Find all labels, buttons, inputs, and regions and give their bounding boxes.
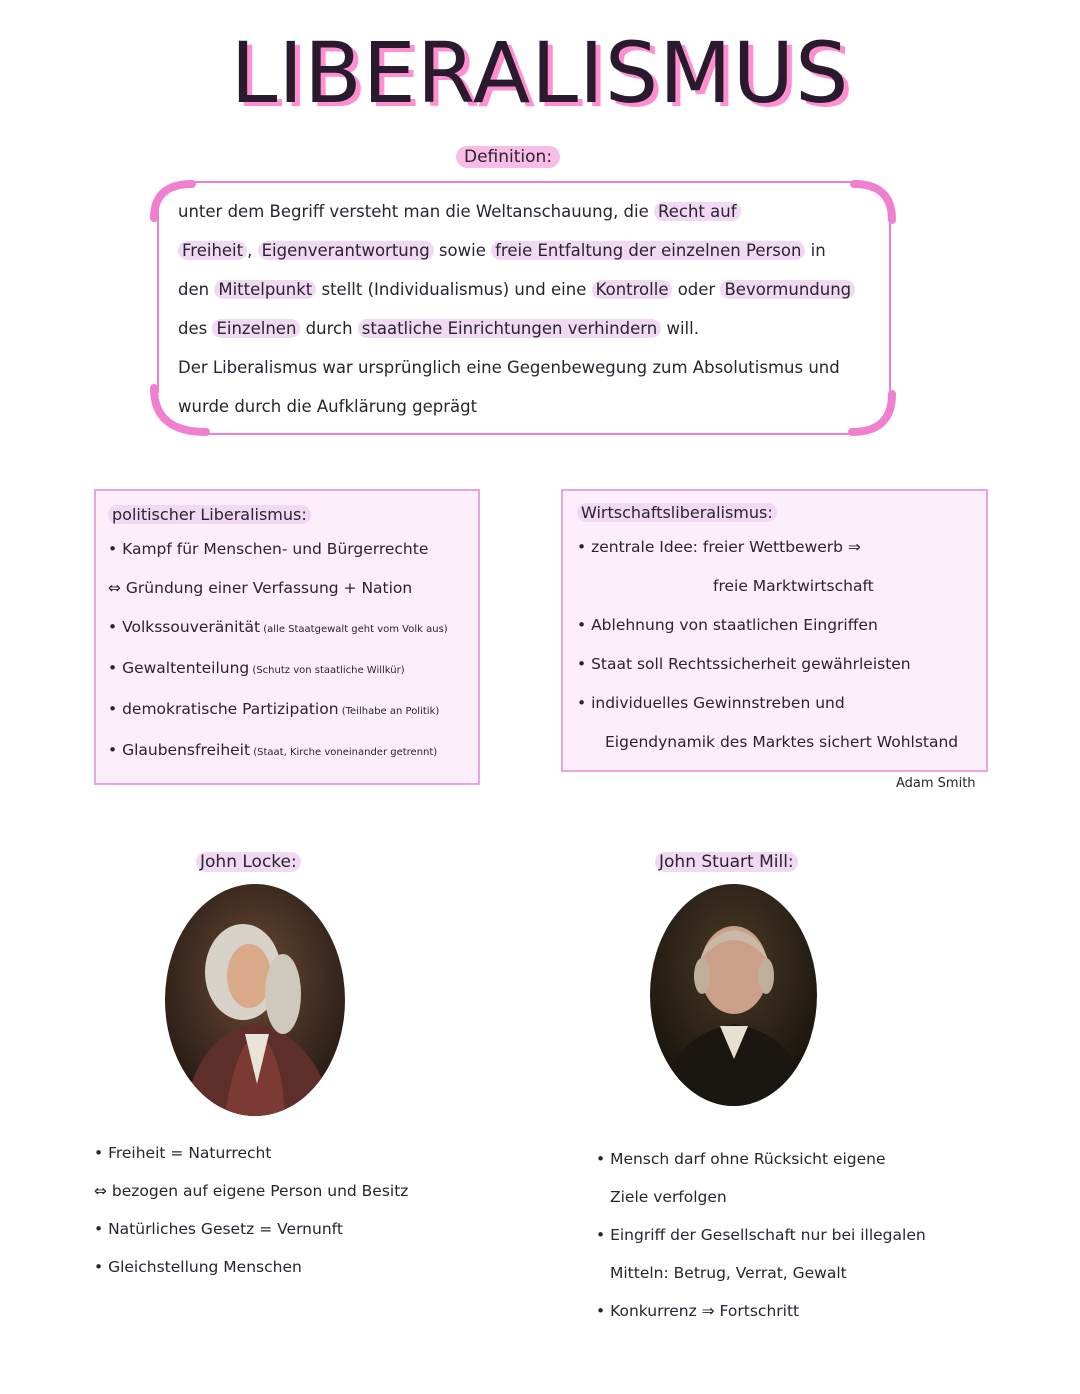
definition-text-segment: den [178,280,215,299]
definition-text-segment: , [247,241,258,260]
list-item: Eigendynamik des Marktes sichert Wohlstand [605,733,959,751]
list-item: • Natürliches Gesetz = Vernunft [94,1220,343,1238]
definition-highlight: Kontrolle [592,280,673,299]
definition-highlight: Recht auf [654,202,741,221]
definition-text-segment: stellt (Individualismus) und eine [316,280,592,299]
list-item [108,608,466,649]
list-item [108,690,466,731]
definition-text-segment: Der Liberalismus war ursprünglich eine Gegenbewegung zum Absolutismus und [178,358,840,377]
locke-caption: John Locke: [196,852,301,872]
economic-liberalism-title: Wirtschaftsliberalismus: [577,503,972,522]
list-item: • Gleichstellung Menschen [94,1258,302,1276]
political-liberalism-list [108,530,466,772]
definition-highlight: Einzelnen [212,319,300,338]
list-item: • Staat soll Rechtssicherheit gewährleisten [577,655,911,673]
mill-points [596,1140,926,1330]
list-item-note: (Schutz von staatliche Willkür) [249,665,405,676]
page-title: LIBERALISMUS [230,24,850,122]
list-item: • Ablehnung von staatlichen Eingriffen [577,616,878,634]
definition-highlight: Eigenverantwortung [258,241,434,260]
definition-text-segment: wurde durch die Aufklärung geprägt [178,397,478,416]
list-item-text: • Volkssouveränität [108,618,261,636]
definition-highlight: Bevormundung [720,280,855,299]
list-item [108,731,466,772]
list-item-note: (Teilhabe an Politik) [338,706,440,717]
list-item: • Freiheit = Naturrecht [94,1144,272,1162]
definition-line [178,231,878,270]
locke-points [94,1134,408,1286]
definition-line [178,348,878,387]
economic-liberalism-list [577,528,972,762]
definition-text-segment: sowie [433,241,492,260]
list-item [108,569,466,608]
list-item: Ziele verfolgen [610,1188,727,1206]
list-item-text: • demokratische Partizipation [108,700,339,718]
list-item: ⇔ bezogen auf eigene Person und Besitz [94,1182,409,1200]
locke-portrait-image [165,884,345,1116]
definition-line [178,192,878,231]
definition-text-segment: unter dem Begriff versteht man die Weltanschauung, die [178,202,655,221]
list-item [108,649,466,690]
list-item: Mitteln: Betrug, Verrat, Gewalt [610,1264,847,1282]
list-item-text: ⇔ Gründung einer Verfassung + Nation [108,579,413,597]
definition-line [178,309,878,348]
definition-box [148,178,898,438]
list-item: • zentrale Idee: freier Wettbewerb ⇒ [577,538,861,556]
list-item [108,530,466,569]
mill-portrait [650,884,817,1106]
list-item-text: • Gewaltenteilung [108,659,250,677]
mill-portrait-image [650,884,817,1106]
definition-text-segment: in [805,241,826,260]
definition-text-segment: will. [661,319,699,338]
list-item: • Eingriff der Gesellschaft nur bei illegalen [596,1226,926,1244]
list-item: • individuelles Gewinnstreben und [577,694,845,712]
definition-label-text: Definition: [456,146,560,168]
list-item-note: (Staat, Kirche voneinander getrennt) [250,747,438,758]
adam-smith-signature: Adam Smith [896,776,976,791]
economic-liberalism-panel [561,489,988,772]
definition-text [178,192,878,426]
definition-text-segment: durch [300,319,358,338]
list-item-note: (alle Staatgewalt geht vom Volk aus) [260,624,448,635]
definition-highlight: Freiheit [178,241,247,260]
definition-text-segment: oder [672,280,721,299]
mill-caption: John Stuart Mill: [655,852,798,872]
definition-label [456,147,560,167]
definition-highlight: freie Entfaltung der einzelnen Person [491,241,805,260]
definition-line [178,270,878,309]
list-item: freie Marktwirtschaft [713,577,874,595]
list-item: • Mensch darf ohne Rücksicht eigene [596,1150,886,1168]
definition-line [178,387,878,426]
definition-text-segment: des [178,319,213,338]
list-item: • Konkurrenz ⇒ Fortschritt [596,1302,800,1320]
political-liberalism-panel [94,489,480,785]
locke-portrait [165,884,345,1116]
list-item-text: • Kampf für Menschen- und Bürgerrechte [108,540,429,558]
political-liberalism-title: politischer Liberalismus: [108,505,466,524]
definition-highlight: staatliche Einrichtungen verhindern [358,319,661,338]
definition-highlight: Mittelpunkt [214,280,316,299]
list-item-text: • Glaubensfreiheit [108,741,251,759]
